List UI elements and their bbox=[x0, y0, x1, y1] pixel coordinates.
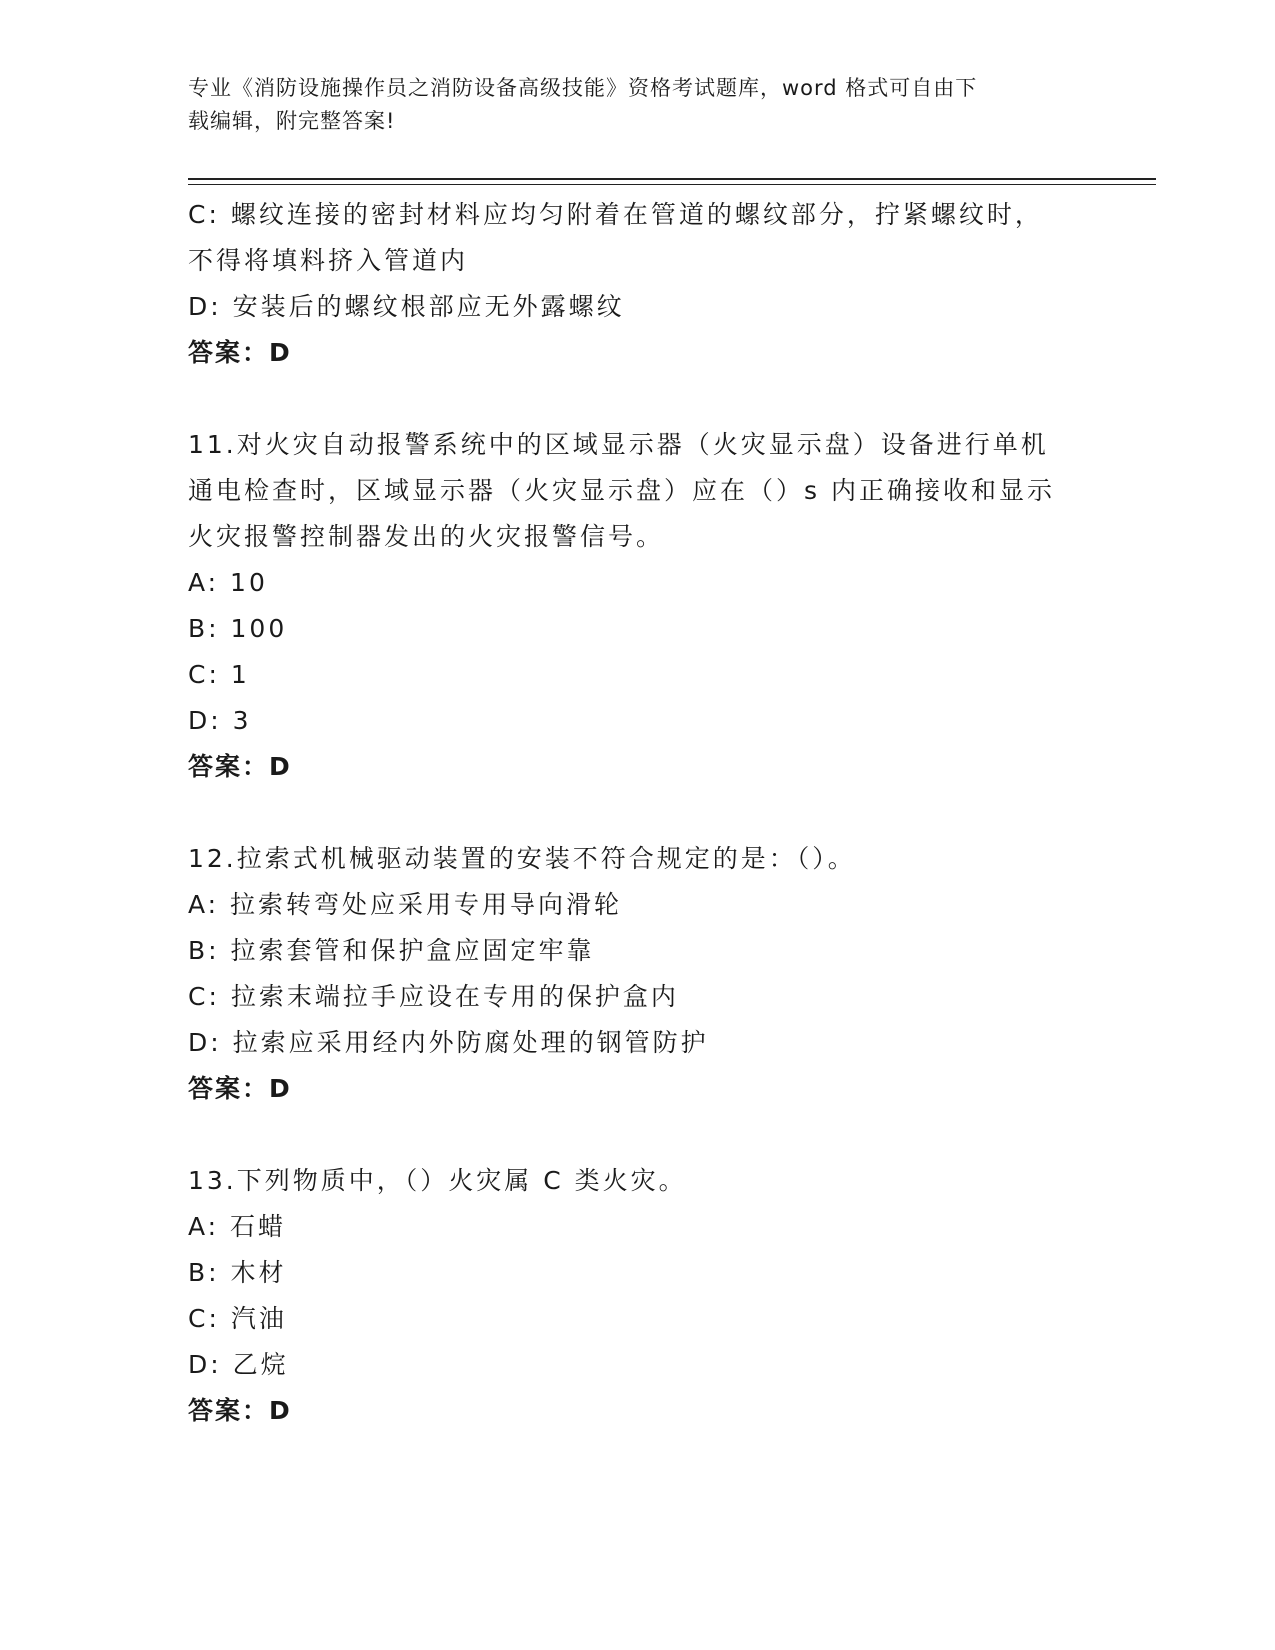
question-stem: 12.拉索式机械驱动装置的安装不符合规定的是：（）。 bbox=[188, 844, 856, 873]
spacer bbox=[188, 1112, 1088, 1158]
question-11 bbox=[188, 422, 1088, 790]
option-c: C: 汽油 bbox=[188, 1304, 287, 1333]
question-stem-line: 通电检查时，区域显示器（火灾显示盘）应在（）s 内正确接收和显示 bbox=[188, 476, 1055, 505]
option-d: D: 乙烷 bbox=[188, 1350, 289, 1379]
answer: 答案：D bbox=[188, 1396, 292, 1425]
option-a: A: 石蜡 bbox=[188, 1212, 287, 1241]
question-stem-line: 11.对火灾自动报警系统中的区域显示器（火灾显示盘）设备进行单机 bbox=[188, 430, 1049, 459]
question-stem: 13.下列物质中，（）火灾属 C 类火灾。 bbox=[188, 1166, 687, 1195]
page-header bbox=[188, 72, 1088, 138]
option-a: A: 10 bbox=[188, 568, 268, 597]
header-divider-thin bbox=[188, 184, 1156, 185]
answer: 答案：D bbox=[188, 1074, 292, 1103]
option-c: C: 拉索末端拉手应设在专用的保护盒内 bbox=[188, 982, 679, 1011]
option-a: A: 拉索转弯处应采用专用导向滑轮 bbox=[188, 890, 623, 919]
option-d: D: 3 bbox=[188, 706, 252, 735]
option-c: C: 1 bbox=[188, 660, 250, 689]
answer: 答案：D bbox=[188, 752, 292, 781]
header-line-2: 载编辑，附完整答案! bbox=[188, 109, 396, 133]
spacer bbox=[188, 376, 1088, 422]
option-d: D: 拉索应采用经内外防腐处理的钢管防护 bbox=[188, 1028, 709, 1057]
question-stem-line: 火灾报警控制器发出的火灾报警信号。 bbox=[188, 522, 665, 551]
option-b: B: 100 bbox=[188, 614, 288, 643]
option-b: B: 木材 bbox=[188, 1258, 287, 1287]
answer: 答案：D bbox=[188, 338, 292, 367]
option-c-line-1: C: 螺纹连接的密封材料应均匀附着在管道的螺纹部分，拧紧螺纹时， bbox=[188, 200, 1043, 229]
question-12 bbox=[188, 836, 1088, 1112]
option-c-line-2: 不得将填料挤入管道内 bbox=[188, 246, 469, 275]
header-line-1: 专业《消防设施操作员之消防设备高级技能》资格考试题库，word 格式可自由下 bbox=[188, 76, 978, 100]
option-d: D: 安装后的螺纹根部应无外露螺纹 bbox=[188, 292, 625, 321]
header-divider bbox=[188, 178, 1156, 180]
option-b: B: 拉索套管和保护盒应固定牢靠 bbox=[188, 936, 595, 965]
question-13 bbox=[188, 1158, 1088, 1434]
question-content bbox=[188, 192, 1088, 1434]
spacer bbox=[188, 790, 1088, 836]
